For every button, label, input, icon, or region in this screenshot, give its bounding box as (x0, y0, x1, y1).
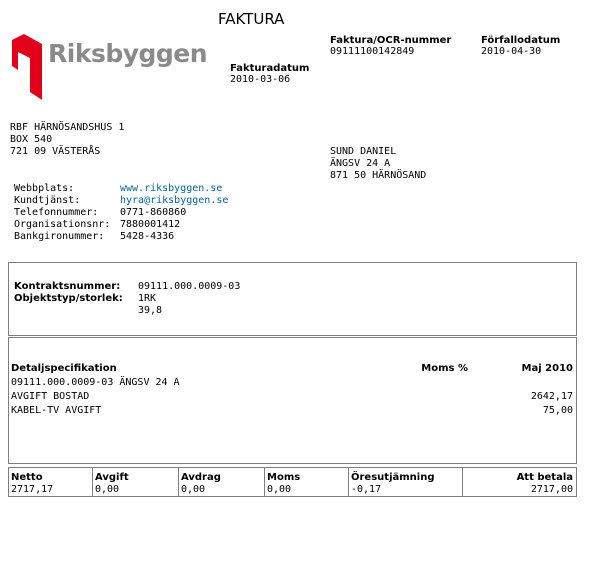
total-netto-label: Netto (11, 472, 43, 483)
invoice-date-label: Fakturadatum (230, 63, 310, 74)
recipient-city: 871 50 HÄRNÖSAND (330, 170, 427, 181)
ocr-label: Faktura/OCR-nummer (330, 35, 452, 46)
ocr-value: 09111100142849 (330, 46, 415, 57)
object-type-value: 1RK (138, 293, 157, 304)
contact-bankgiro-label: Bankgironummer: (14, 231, 105, 242)
recipient-street: ÄNGSV 24 A (330, 158, 391, 169)
total-avdrag-value: 0,00 (181, 484, 206, 495)
recipient-name: SUND DANIEL (330, 146, 397, 157)
contact-email-link[interactable]: hyra@riksbyggen.se (120, 195, 229, 206)
total-rounding-value: -0,17 (351, 484, 382, 495)
total-moms-value: 0,00 (267, 484, 292, 495)
totals-divider (92, 467, 93, 497)
details-object-line: 09111.000.0009-03 ÄNGSV 24 A (11, 377, 180, 388)
total-moms-label: Moms (267, 472, 301, 483)
contact-orgnr-value: 7880001412 (120, 219, 181, 230)
contact-phone-label: Telefonnummer: (14, 207, 99, 218)
totals-divider (348, 467, 349, 497)
due-date-label: Förfallodatum (481, 35, 561, 46)
detail-row-amount: 2642,17 (530, 391, 573, 402)
period-heading: Maj 2010 (521, 363, 573, 374)
riksbyggen-logo (10, 32, 208, 102)
contract-number-value: 09111.000.0009-03 (138, 281, 241, 292)
total-avgift-label: Avgift (95, 472, 129, 483)
page-title: FAKTURA (218, 10, 285, 28)
total-avdrag-label: Avdrag (181, 472, 221, 483)
sender-city: 721 09 VÄSTERÅS (10, 146, 101, 157)
logo-wordmark: Riksbyggen (48, 39, 208, 68)
totals-divider (264, 467, 265, 497)
due-date-value: 2010-04-30 (481, 46, 542, 57)
total-avgift-value: 0,00 (95, 484, 120, 495)
contract-number-label: Kontraktsnummer: (14, 281, 121, 292)
detail-row-amount: 75,00 (542, 405, 573, 416)
detail-row-label: AVGIFT BOSTAD (11, 391, 90, 402)
contact-webbplats-label: Webbplats: (14, 183, 75, 194)
contact-kundtjanst-label: Kundtjänst: (14, 195, 81, 206)
total-rounding-label: Öresutjämning (351, 472, 435, 483)
total-to-pay-value: 2717,00 (530, 484, 573, 495)
sender-box: BOX 540 (10, 134, 53, 145)
contact-orgnr-label: Organisationsnr: (14, 219, 111, 230)
contact-phone-value: 0771-860860 (120, 207, 187, 218)
detail-row-label: KABEL-TV AVGIFT (11, 405, 102, 416)
sender-name: RBF HÄRNÖSANDSHUS 1 (10, 122, 125, 133)
contact-website-link[interactable]: www.riksbyggen.se (120, 183, 223, 194)
invoice-date-value: 2010-03-06 (230, 74, 291, 85)
logo-mark-icon (10, 32, 44, 100)
details-heading: Detaljspecifikation (11, 363, 117, 374)
totals-divider (178, 467, 179, 497)
total-netto-value: 2717,17 (11, 484, 54, 495)
vat-heading: Moms % (421, 363, 468, 374)
object-size-value: 39,8 (138, 305, 163, 316)
contact-bankgiro-value: 5428-4336 (120, 231, 175, 242)
object-type-label: Objektstyp/storlek: (14, 293, 123, 304)
total-to-pay-label: Att betala (516, 472, 573, 483)
totals-divider (462, 467, 463, 497)
